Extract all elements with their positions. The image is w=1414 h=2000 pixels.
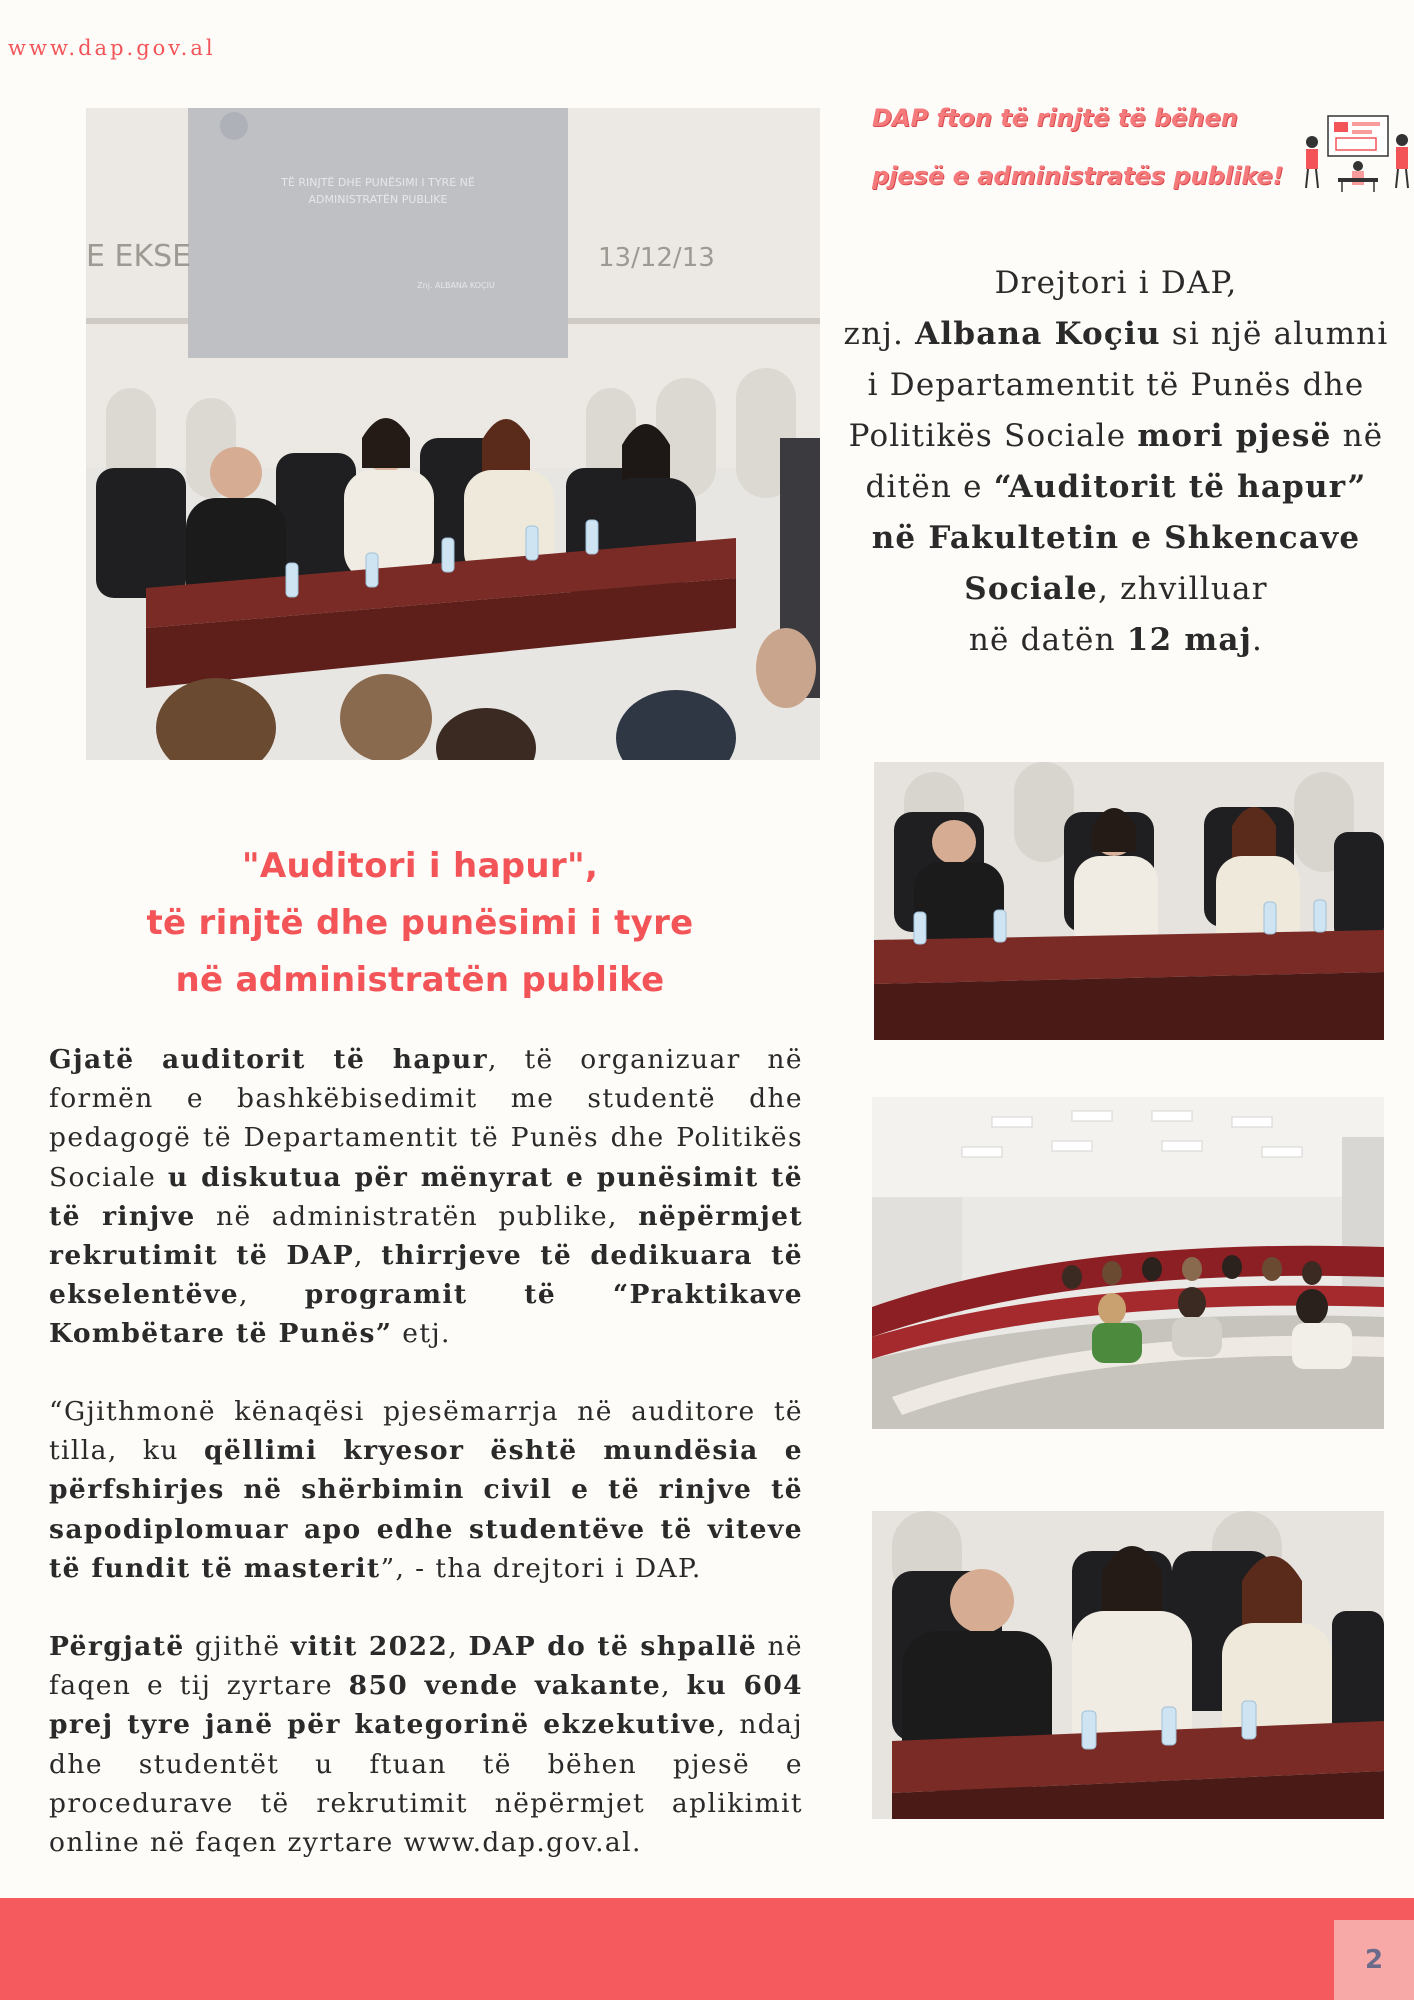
p1-bold: Gjatë auditorit të hapur	[49, 1044, 488, 1075]
tagline-line2: pjesë e administratës publike!	[872, 162, 1284, 190]
main-panel-photo	[86, 108, 820, 760]
intro-text-span: Politikës Sociale	[848, 418, 1138, 454]
p1-bold: thirrjeve të dedikuara të ekselentëve	[49, 1240, 804, 1311]
screen-title-line1: TË RINJTË DHE PUNËSIMI I TYRE NË	[281, 176, 475, 189]
page-number: 2	[1334, 1920, 1414, 2000]
intro-line: i Departamentit të Punës dhe	[867, 367, 1365, 403]
p1-bold: nëpërmjet rekrutimit të DAP	[49, 1200, 803, 1272]
intro-bold: Sociale	[964, 571, 1098, 607]
sideview-photo-drawing	[872, 1511, 1384, 1819]
paragraph-2	[49, 1392, 803, 1588]
p2-text: “Gjithmonë kënaqësi pjesëmarrja në auditore të tilla, ku	[49, 1396, 803, 1467]
p2-text: ”, - tha drejtori i DAP.	[380, 1552, 702, 1584]
panel-closeup-photo	[874, 762, 1384, 1040]
intro-text-span: në datën	[968, 622, 1127, 658]
intro-text	[838, 258, 1394, 666]
p1-text: etj.	[392, 1318, 451, 1350]
team-presentation-icon	[1298, 112, 1414, 194]
closeup-photo-drawing	[874, 762, 1384, 1040]
p3-bold: ku 604 prej tyre janë për kategorinë ekzekutive	[49, 1670, 803, 1741]
intro-bold: mori pjesë	[1137, 418, 1332, 454]
intro-bold-date: 12 maj	[1126, 622, 1253, 658]
intro-line: Drejtori i DAP,	[994, 265, 1238, 301]
p1-text: ,	[238, 1279, 305, 1311]
footer-bar	[0, 1898, 1414, 2000]
auditorium-photo-drawing	[872, 1097, 1384, 1429]
p2-bold: qëllimi kryesor është mundësia e përfshirjes në shërbimin civil e të rinjve të sapodiplomuar apo edhe studentëve të viteve të fundit të masterit	[49, 1435, 803, 1584]
intro-bold: në Fakultetin e Shkencave	[871, 520, 1361, 556]
wall-lettering: E EKSE	[86, 239, 192, 274]
intro-bold-name: Albana Koçiu	[915, 316, 1161, 352]
headline-line3: në administratën publike	[175, 960, 665, 1000]
p3-bold: vitit 2022	[290, 1631, 449, 1662]
auditorium-photo	[872, 1097, 1384, 1429]
intro-text-span: znj.	[843, 316, 916, 352]
tagline-line1: DAP fton të rinjtë të bëhen	[872, 104, 1238, 132]
p3-bold: Përgjatë	[49, 1631, 185, 1662]
headline-line1: "Auditori i hapur",	[241, 846, 599, 886]
article-headline	[70, 838, 770, 1009]
intro-text-span: ditën e	[865, 469, 994, 505]
panel-photo-drawing	[86, 108, 820, 760]
screen-speaker-name: Znj. ALBANA KOÇIU	[417, 281, 495, 290]
p1-text: ,	[354, 1240, 382, 1272]
p1-text: në administratën publike,	[195, 1200, 639, 1232]
p3-text: , ndaj dhe studentët u ftuan të bëhen pjesë e procedurave të rekrutimit nëpërmjet aplikimit online në faqen zyrtare www.dap.gov.al.	[49, 1709, 803, 1859]
p1-text: , të organizuar në formën e bashkëbisedimit me studentë dhe pedagogë të Departamentit të Punës dhe Politikës Sociale	[49, 1044, 803, 1193]
p3-text: ,	[448, 1631, 469, 1662]
panel-sideview-photo	[872, 1511, 1384, 1819]
wall-date: 13/12/13	[598, 243, 715, 273]
p3-bold: 850 vende vakante	[348, 1670, 662, 1702]
screen-title-line2: ADMINISTRATËN PUBLIKE	[308, 193, 448, 206]
intro-text-span: , zhvilluar	[1097, 571, 1268, 607]
p3-text: gjithë	[184, 1631, 291, 1662]
headline-line2: të rinjtë dhe punësimi i tyre	[146, 903, 694, 943]
p1-bold: u diskutua për mënyrat e punësimit të të rinjve	[49, 1161, 803, 1232]
p3-text: ,	[661, 1670, 687, 1702]
p3-text: në faqen e tij zyrtare	[49, 1631, 804, 1702]
paragraph-1	[49, 1040, 803, 1354]
intro-text-span: në	[1331, 418, 1384, 454]
intro-text-span: .	[1252, 622, 1264, 658]
p1-bold: programit të “Praktikave Kombëtare të Punës”	[49, 1279, 803, 1350]
site-url[interactable]: www.dap.gov.al	[8, 36, 216, 60]
intro-text-span: si një alumni	[1160, 316, 1389, 352]
paragraph-3	[49, 1627, 803, 1862]
p3-bold: DAP do të shpallë	[468, 1631, 758, 1662]
intro-bold: “Auditorit të hapur”	[993, 469, 1367, 505]
